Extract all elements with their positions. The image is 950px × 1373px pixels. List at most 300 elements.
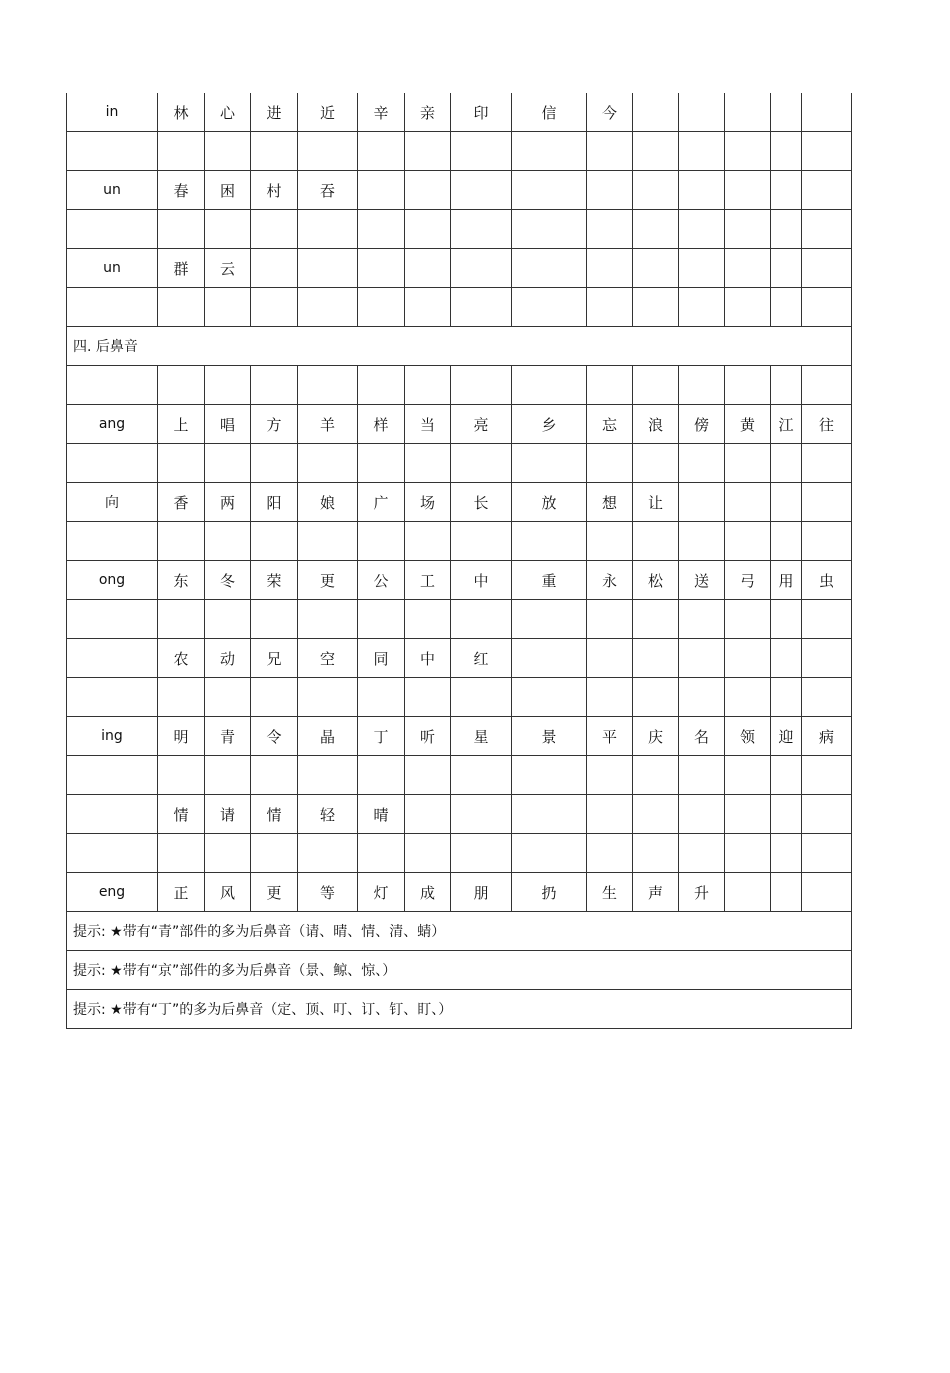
char-cell: [512, 795, 587, 834]
char-cell: 永: [587, 561, 633, 600]
char-cell: 林: [158, 93, 205, 132]
char-cell: [512, 132, 587, 171]
char-cell: [158, 288, 205, 327]
char-cell: [802, 756, 852, 795]
char-cell: [771, 444, 802, 483]
char-cell: [633, 210, 679, 249]
char-cell: [679, 444, 725, 483]
char-cell: [451, 210, 512, 249]
row-label: [67, 366, 158, 405]
char-cell: 浪: [633, 405, 679, 444]
char-cell: [405, 444, 451, 483]
char-cell: 景: [512, 717, 587, 756]
char-cell: [802, 171, 852, 210]
char-cell: 娘: [298, 483, 358, 522]
char-cell: [298, 522, 358, 561]
char-cell: [405, 171, 451, 210]
char-cell: [725, 288, 771, 327]
char-cell: [158, 522, 205, 561]
char-cell: 香: [158, 483, 205, 522]
char-cell: [298, 444, 358, 483]
char-cell: 动: [205, 639, 251, 678]
char-cell: 江: [771, 405, 802, 444]
char-cell: [298, 366, 358, 405]
char-cell: 庆: [633, 717, 679, 756]
row-label: un: [67, 249, 158, 288]
char-cell: 信: [512, 93, 587, 132]
char-cell: [205, 834, 251, 873]
char-cell: [725, 678, 771, 717]
pinyin-character-table: [66, 93, 852, 1029]
table-row: [67, 405, 852, 444]
char-cell: [512, 171, 587, 210]
char-cell: [771, 93, 802, 132]
row-label: [67, 600, 158, 639]
char-cell: [725, 171, 771, 210]
char-cell: 迎: [771, 717, 802, 756]
table-row: [67, 132, 852, 171]
char-cell: [679, 93, 725, 132]
char-cell: [679, 756, 725, 795]
char-cell: [725, 93, 771, 132]
char-cell: [158, 444, 205, 483]
char-cell: [358, 834, 405, 873]
char-cell: [451, 444, 512, 483]
char-cell: 重: [512, 561, 587, 600]
char-cell: [771, 249, 802, 288]
char-cell: 明: [158, 717, 205, 756]
char-cell: [771, 756, 802, 795]
tip-text-row: [67, 990, 852, 1029]
row-label: [67, 288, 158, 327]
char-cell: [633, 678, 679, 717]
char-cell: [158, 366, 205, 405]
char-cell: 情: [158, 795, 205, 834]
char-cell: [725, 132, 771, 171]
char-cell: [405, 249, 451, 288]
char-cell: [802, 210, 852, 249]
char-cell: [451, 756, 512, 795]
char-cell: 灯: [358, 873, 405, 912]
char-cell: [405, 795, 451, 834]
char-cell: [205, 600, 251, 639]
char-cell: 长: [451, 483, 512, 522]
char-cell: [405, 288, 451, 327]
char-cell: [587, 288, 633, 327]
char-cell: [679, 600, 725, 639]
char-cell: 名: [679, 717, 725, 756]
char-cell: 请: [205, 795, 251, 834]
char-cell: [451, 171, 512, 210]
char-cell: [158, 678, 205, 717]
char-cell: [802, 249, 852, 288]
table-row: [67, 795, 852, 834]
char-cell: [633, 522, 679, 561]
char-cell: 平: [587, 717, 633, 756]
table-row: [67, 834, 852, 873]
char-cell: 乡: [512, 405, 587, 444]
char-cell: 等: [298, 873, 358, 912]
char-cell: [771, 288, 802, 327]
char-cell: 唱: [205, 405, 251, 444]
char-cell: [679, 834, 725, 873]
char-cell: 空: [298, 639, 358, 678]
char-cell: 广: [358, 483, 405, 522]
char-cell: 农: [158, 639, 205, 678]
char-cell: [802, 834, 852, 873]
char-cell: [251, 834, 298, 873]
char-cell: 工: [405, 561, 451, 600]
char-cell: [205, 678, 251, 717]
char-cell: [512, 249, 587, 288]
char-cell: [205, 756, 251, 795]
char-cell: 黄: [725, 405, 771, 444]
char-cell: [802, 873, 852, 912]
char-cell: [451, 678, 512, 717]
char-cell: [771, 678, 802, 717]
table-row: [67, 93, 852, 132]
char-cell: [512, 522, 587, 561]
char-cell: [587, 522, 633, 561]
char-cell: 近: [298, 93, 358, 132]
char-cell: 冬: [205, 561, 251, 600]
char-cell: [587, 249, 633, 288]
char-cell: [405, 834, 451, 873]
char-cell: [633, 795, 679, 834]
table-row: [67, 171, 852, 210]
char-cell: 心: [205, 93, 251, 132]
row-label: [67, 522, 158, 561]
char-cell: [587, 600, 633, 639]
char-cell: [158, 600, 205, 639]
char-cell: [771, 483, 802, 522]
char-cell: [405, 210, 451, 249]
char-cell: [451, 834, 512, 873]
char-cell: [679, 795, 725, 834]
row-label: ang: [67, 405, 158, 444]
char-cell: 两: [205, 483, 251, 522]
tip-text-row: [67, 951, 852, 990]
row-label: [67, 210, 158, 249]
char-cell: [679, 132, 725, 171]
char-cell: [633, 639, 679, 678]
char-cell: [512, 444, 587, 483]
row-label: [67, 756, 158, 795]
char-cell: [802, 600, 852, 639]
char-cell: [451, 249, 512, 288]
char-cell: 进: [251, 93, 298, 132]
char-cell: [587, 834, 633, 873]
char-cell: [725, 795, 771, 834]
row-label: [67, 834, 158, 873]
char-cell: [298, 834, 358, 873]
char-cell: [771, 873, 802, 912]
row-label: 向: [67, 483, 158, 522]
char-cell: [358, 678, 405, 717]
char-cell: 傍: [679, 405, 725, 444]
tip-text-row: [67, 912, 852, 951]
char-cell: [205, 288, 251, 327]
table-row: [67, 249, 852, 288]
char-cell: [771, 600, 802, 639]
char-cell: 羊: [298, 405, 358, 444]
char-cell: 荣: [251, 561, 298, 600]
char-cell: [205, 210, 251, 249]
char-cell: [587, 366, 633, 405]
table-row: [67, 600, 852, 639]
char-cell: [358, 171, 405, 210]
char-cell: [802, 522, 852, 561]
char-cell: 朋: [451, 873, 512, 912]
char-cell: [451, 366, 512, 405]
char-cell: 让: [633, 483, 679, 522]
char-cell: 印: [451, 93, 512, 132]
char-cell: [725, 522, 771, 561]
char-cell: 亲: [405, 93, 451, 132]
char-cell: [298, 756, 358, 795]
char-cell: 公: [358, 561, 405, 600]
table-row: [67, 873, 852, 912]
char-cell: [771, 795, 802, 834]
char-cell: [679, 639, 725, 678]
char-cell: [251, 366, 298, 405]
row-label: [67, 444, 158, 483]
char-cell: [587, 639, 633, 678]
char-cell: [587, 444, 633, 483]
char-cell: [251, 210, 298, 249]
char-cell: [358, 444, 405, 483]
char-cell: [633, 288, 679, 327]
char-cell: 丁: [358, 717, 405, 756]
char-cell: [725, 639, 771, 678]
char-cell: [771, 522, 802, 561]
char-cell: 云: [205, 249, 251, 288]
row-label: in: [67, 93, 158, 132]
char-cell: [358, 210, 405, 249]
char-cell: [587, 132, 633, 171]
char-cell: [298, 600, 358, 639]
table-row: [67, 366, 852, 405]
char-cell: [725, 483, 771, 522]
char-cell: [725, 756, 771, 795]
row-label: [67, 639, 158, 678]
char-cell: 升: [679, 873, 725, 912]
char-cell: [725, 873, 771, 912]
char-cell: [451, 132, 512, 171]
char-cell: [679, 483, 725, 522]
char-cell: 更: [251, 873, 298, 912]
char-cell: [633, 444, 679, 483]
char-cell: [725, 600, 771, 639]
char-cell: [251, 288, 298, 327]
char-cell: 用: [771, 561, 802, 600]
char-cell: [358, 756, 405, 795]
char-cell: 领: [725, 717, 771, 756]
table-row: [67, 717, 852, 756]
char-cell: 同: [358, 639, 405, 678]
char-cell: 想: [587, 483, 633, 522]
row-label: ong: [67, 561, 158, 600]
char-cell: 红: [451, 639, 512, 678]
char-cell: 青: [205, 717, 251, 756]
table-body: [67, 93, 852, 1029]
char-cell: [512, 834, 587, 873]
char-cell: 病: [802, 717, 852, 756]
table-row: [67, 522, 852, 561]
char-cell: 晶: [298, 717, 358, 756]
char-cell: [802, 366, 852, 405]
char-cell: 兄: [251, 639, 298, 678]
char-cell: 场: [405, 483, 451, 522]
char-cell: [587, 795, 633, 834]
table-row: [67, 288, 852, 327]
tip-text: 提示: ★带有“青”部件的多为后鼻音（请、晴、情、清、蜻）: [67, 912, 852, 951]
char-cell: [298, 288, 358, 327]
char-cell: [158, 834, 205, 873]
char-cell: [205, 444, 251, 483]
char-cell: [512, 600, 587, 639]
char-cell: [251, 756, 298, 795]
char-cell: [358, 522, 405, 561]
char-cell: 中: [405, 639, 451, 678]
char-cell: [512, 639, 587, 678]
char-cell: [451, 288, 512, 327]
char-cell: [205, 366, 251, 405]
char-cell: 困: [205, 171, 251, 210]
char-cell: [158, 132, 205, 171]
char-cell: [251, 249, 298, 288]
char-cell: 情: [251, 795, 298, 834]
char-cell: 虫: [802, 561, 852, 600]
char-cell: [771, 366, 802, 405]
char-cell: [358, 366, 405, 405]
char-cell: [358, 600, 405, 639]
table-row: [67, 756, 852, 795]
char-cell: [679, 522, 725, 561]
char-cell: [633, 366, 679, 405]
char-cell: 样: [358, 405, 405, 444]
char-cell: [451, 795, 512, 834]
char-cell: [802, 639, 852, 678]
char-cell: 星: [451, 717, 512, 756]
char-cell: [802, 93, 852, 132]
char-cell: [405, 366, 451, 405]
char-cell: 村: [251, 171, 298, 210]
char-cell: [771, 639, 802, 678]
char-cell: [251, 444, 298, 483]
char-cell: [587, 210, 633, 249]
char-cell: [725, 444, 771, 483]
char-cell: 春: [158, 171, 205, 210]
char-cell: 正: [158, 873, 205, 912]
char-cell: [358, 288, 405, 327]
char-cell: 忘: [587, 405, 633, 444]
char-cell: [298, 210, 358, 249]
char-cell: [512, 678, 587, 717]
char-cell: [633, 249, 679, 288]
char-cell: [679, 171, 725, 210]
char-cell: [298, 132, 358, 171]
row-label: ing: [67, 717, 158, 756]
char-cell: [679, 366, 725, 405]
char-cell: [802, 678, 852, 717]
char-cell: 风: [205, 873, 251, 912]
char-cell: [679, 210, 725, 249]
table-row: [67, 678, 852, 717]
char-cell: [633, 93, 679, 132]
char-cell: [405, 678, 451, 717]
char-cell: 辛: [358, 93, 405, 132]
char-cell: [771, 834, 802, 873]
char-cell: 生: [587, 873, 633, 912]
table-row: [67, 561, 852, 600]
table-row: [67, 639, 852, 678]
char-cell: [587, 756, 633, 795]
char-cell: [802, 132, 852, 171]
char-cell: 听: [405, 717, 451, 756]
char-cell: 放: [512, 483, 587, 522]
char-cell: [358, 249, 405, 288]
char-cell: [771, 210, 802, 249]
char-cell: 当: [405, 405, 451, 444]
char-cell: [405, 756, 451, 795]
char-cell: [158, 756, 205, 795]
tip-text: 提示: ★带有“丁”的多为后鼻音（定、顶、叮、订、钉、盯、）: [67, 990, 852, 1029]
section-heading: 四. 后鼻音: [67, 327, 852, 366]
tip-text: 提示: ★带有“京”部件的多为后鼻音（景、鲸、惊、）: [67, 951, 852, 990]
char-cell: [771, 171, 802, 210]
table-row: [67, 210, 852, 249]
char-cell: [251, 522, 298, 561]
char-cell: [358, 132, 405, 171]
char-cell: [512, 366, 587, 405]
char-cell: [633, 756, 679, 795]
char-cell: 东: [158, 561, 205, 600]
char-cell: 声: [633, 873, 679, 912]
char-cell: 弓: [725, 561, 771, 600]
char-cell: [251, 600, 298, 639]
char-cell: 晴: [358, 795, 405, 834]
char-cell: 成: [405, 873, 451, 912]
char-cell: [405, 522, 451, 561]
char-cell: [251, 132, 298, 171]
char-cell: [451, 522, 512, 561]
section-heading-row: [67, 327, 852, 366]
char-cell: [802, 444, 852, 483]
char-cell: [725, 249, 771, 288]
char-cell: [725, 834, 771, 873]
row-label: [67, 132, 158, 171]
char-cell: [725, 210, 771, 249]
char-cell: [512, 210, 587, 249]
char-cell: [405, 132, 451, 171]
char-cell: 阳: [251, 483, 298, 522]
char-cell: 群: [158, 249, 205, 288]
char-cell: 方: [251, 405, 298, 444]
char-cell: 松: [633, 561, 679, 600]
char-cell: [679, 678, 725, 717]
row-label: [67, 795, 158, 834]
char-cell: 中: [451, 561, 512, 600]
char-cell: [679, 288, 725, 327]
char-cell: [633, 171, 679, 210]
row-label: un: [67, 171, 158, 210]
char-cell: [633, 834, 679, 873]
char-cell: 扔: [512, 873, 587, 912]
char-cell: 吞: [298, 171, 358, 210]
char-cell: [158, 210, 205, 249]
char-cell: 更: [298, 561, 358, 600]
